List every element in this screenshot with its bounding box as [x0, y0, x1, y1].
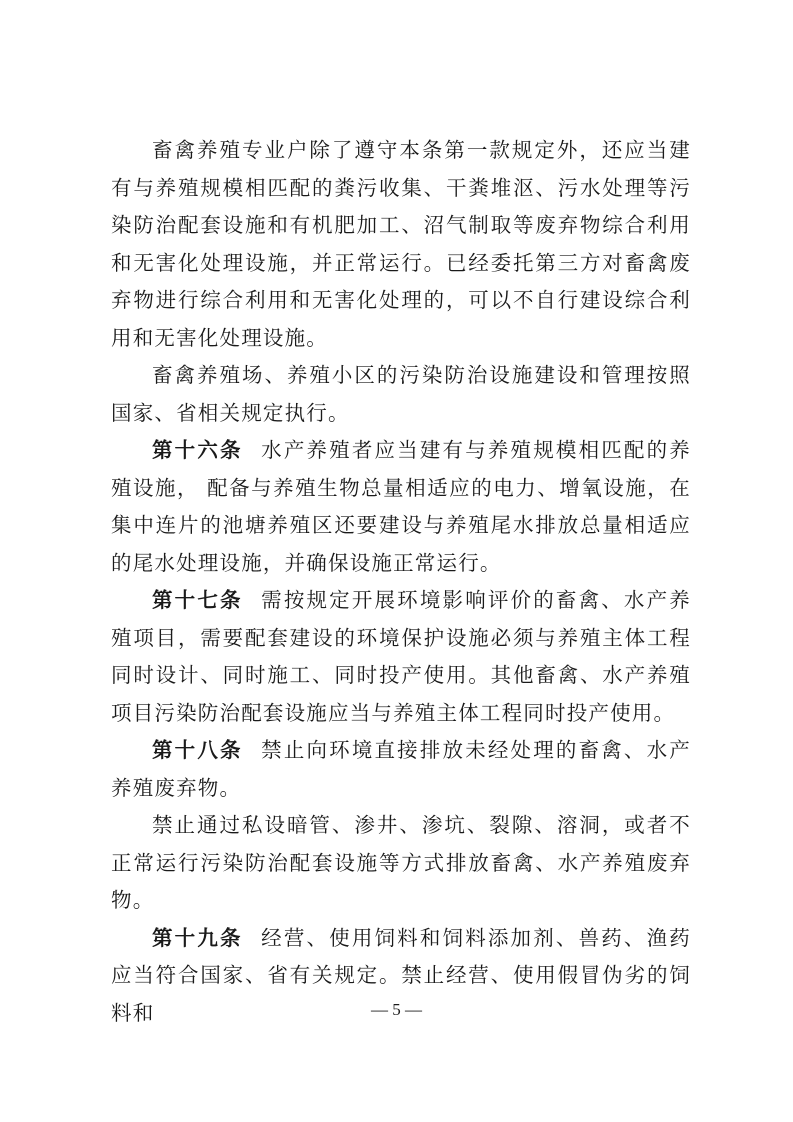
article-17	[111, 582, 691, 732]
article-17-text: 需按规定开展环境影响评价的畜禽、水产养殖项目，需要配套建设的环境保护设施必须与养殖主体工程同时设计、同时施工、同时投产使用。其他畜禽、水产养殖项目污染防治配套设施应当与养殖主体工程同时投产使用。	[111, 588, 691, 725]
paragraph-1-text: 畜禽养殖专业户除了遵守本条第一款规定外，还应当建有与养殖规模相匹配的粪污收集、干粪堆沤、污水处理等污染防治配套设施和有机肥加工、沼气制取等废弃物综合利用和无害化处理设施，并正常运行。已经委托第三方对畜禽废弃物进行综合利用和无害化处理的，可以不自行建设综合利用和无害化处理设施。	[111, 138, 691, 350]
article-17-number: 第十七条	[152, 588, 243, 612]
document-body	[111, 132, 691, 1032]
article-16-text: 水产养殖者应当建有与养殖规模相匹配的养殖设施， 配备与养殖生物总量相适应的电力、增氧设施，在集中连片的池塘养殖区还要建设与养殖尾水排放总量相适应的尾水处理设施，并确保设施正常运行。	[111, 438, 691, 575]
article-18-number: 第十八条	[152, 738, 243, 762]
article-16-number: 第十六条	[152, 438, 243, 462]
paragraph-2	[111, 357, 691, 432]
article-16	[111, 432, 691, 582]
paragraph-6-text: 禁止通过私设暗管、渗井、渗坑、裂隙、溶洞，或者不正常运行污染防治配套设施等方式排放畜禽、水产养殖废弃物。	[111, 813, 691, 912]
article-19-text: 经营、使用饲料和饲料添加剂、兽药、渔药应当符合国家、省有关规定。禁止经营、使用假冒伪劣的饲料和	[111, 925, 691, 1025]
article-18	[111, 732, 691, 807]
page-number: — 5 —	[371, 1000, 422, 1019]
paragraph-2-text: 畜禽养殖场、养殖小区的污染防治设施建设和管理按照国家、省相关规定执行。	[111, 363, 691, 425]
article-19-number: 第十九条	[152, 925, 243, 950]
paragraph-6	[111, 807, 691, 920]
paragraph-1	[111, 132, 691, 357]
article-18-text: 禁止向环境直接排放未经处理的畜禽、水产养殖废弃物。	[111, 738, 691, 800]
